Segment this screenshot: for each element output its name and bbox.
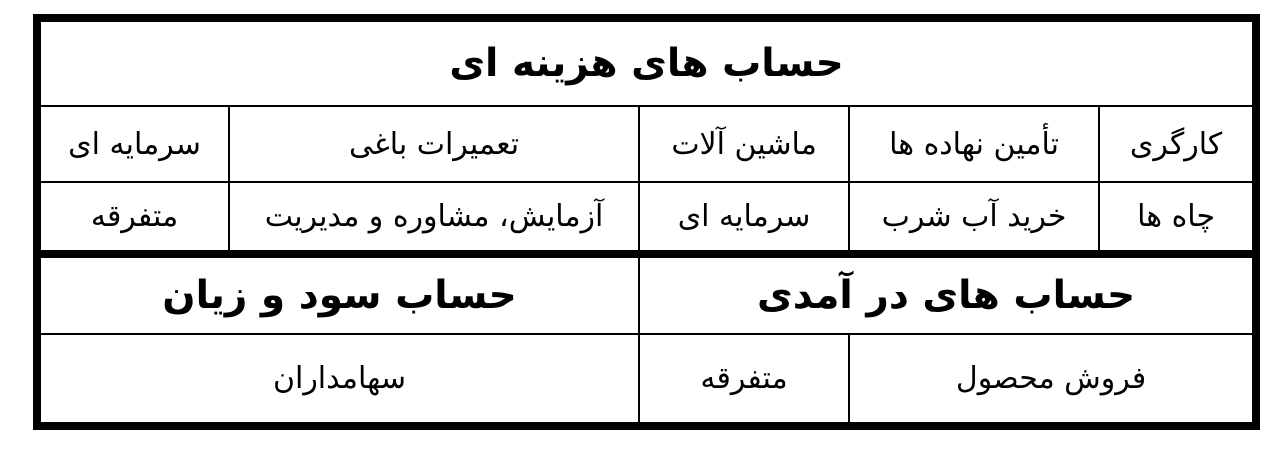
expense-cell-labor: کارگری <box>1099 106 1256 182</box>
expense-cell-misc: متفرقه <box>37 182 229 254</box>
income-cell-misc: متفرقه <box>639 334 849 426</box>
table-row <box>37 334 1256 426</box>
income-cell-product-sales: فروش محصول <box>849 334 1256 426</box>
profit-loss-cell-shareholders: سهامداران <box>37 334 639 426</box>
expense-cell-water: خرید آب شرب <box>849 182 1099 254</box>
expense-cell-capital-2: سرمایه ای <box>639 182 849 254</box>
expense-section-title: حساب های هزینه ای <box>37 18 1256 106</box>
expense-cell-capital-1: سرمایه ای <box>37 106 229 182</box>
expense-cell-repairs: تعمیرات باغی <box>229 106 639 182</box>
expense-cell-wells: چاه ها <box>1099 182 1256 254</box>
expense-cell-machinery: ماشین آلات <box>639 106 849 182</box>
accounts-table <box>33 14 1260 430</box>
table-row <box>37 182 1256 254</box>
income-section-title: حساب های در آمدی <box>639 254 1256 334</box>
expense-cell-inputs: تأمین نهاده ها <box>849 106 1099 182</box>
bottom-section-titles-row <box>37 254 1256 334</box>
expense-cell-consulting: آزمایش، مشاوره و مدیریت <box>229 182 639 254</box>
profit-loss-section-title: حساب سود و زیان <box>37 254 639 334</box>
expense-section-title-row <box>37 18 1256 106</box>
table-row <box>37 106 1256 182</box>
